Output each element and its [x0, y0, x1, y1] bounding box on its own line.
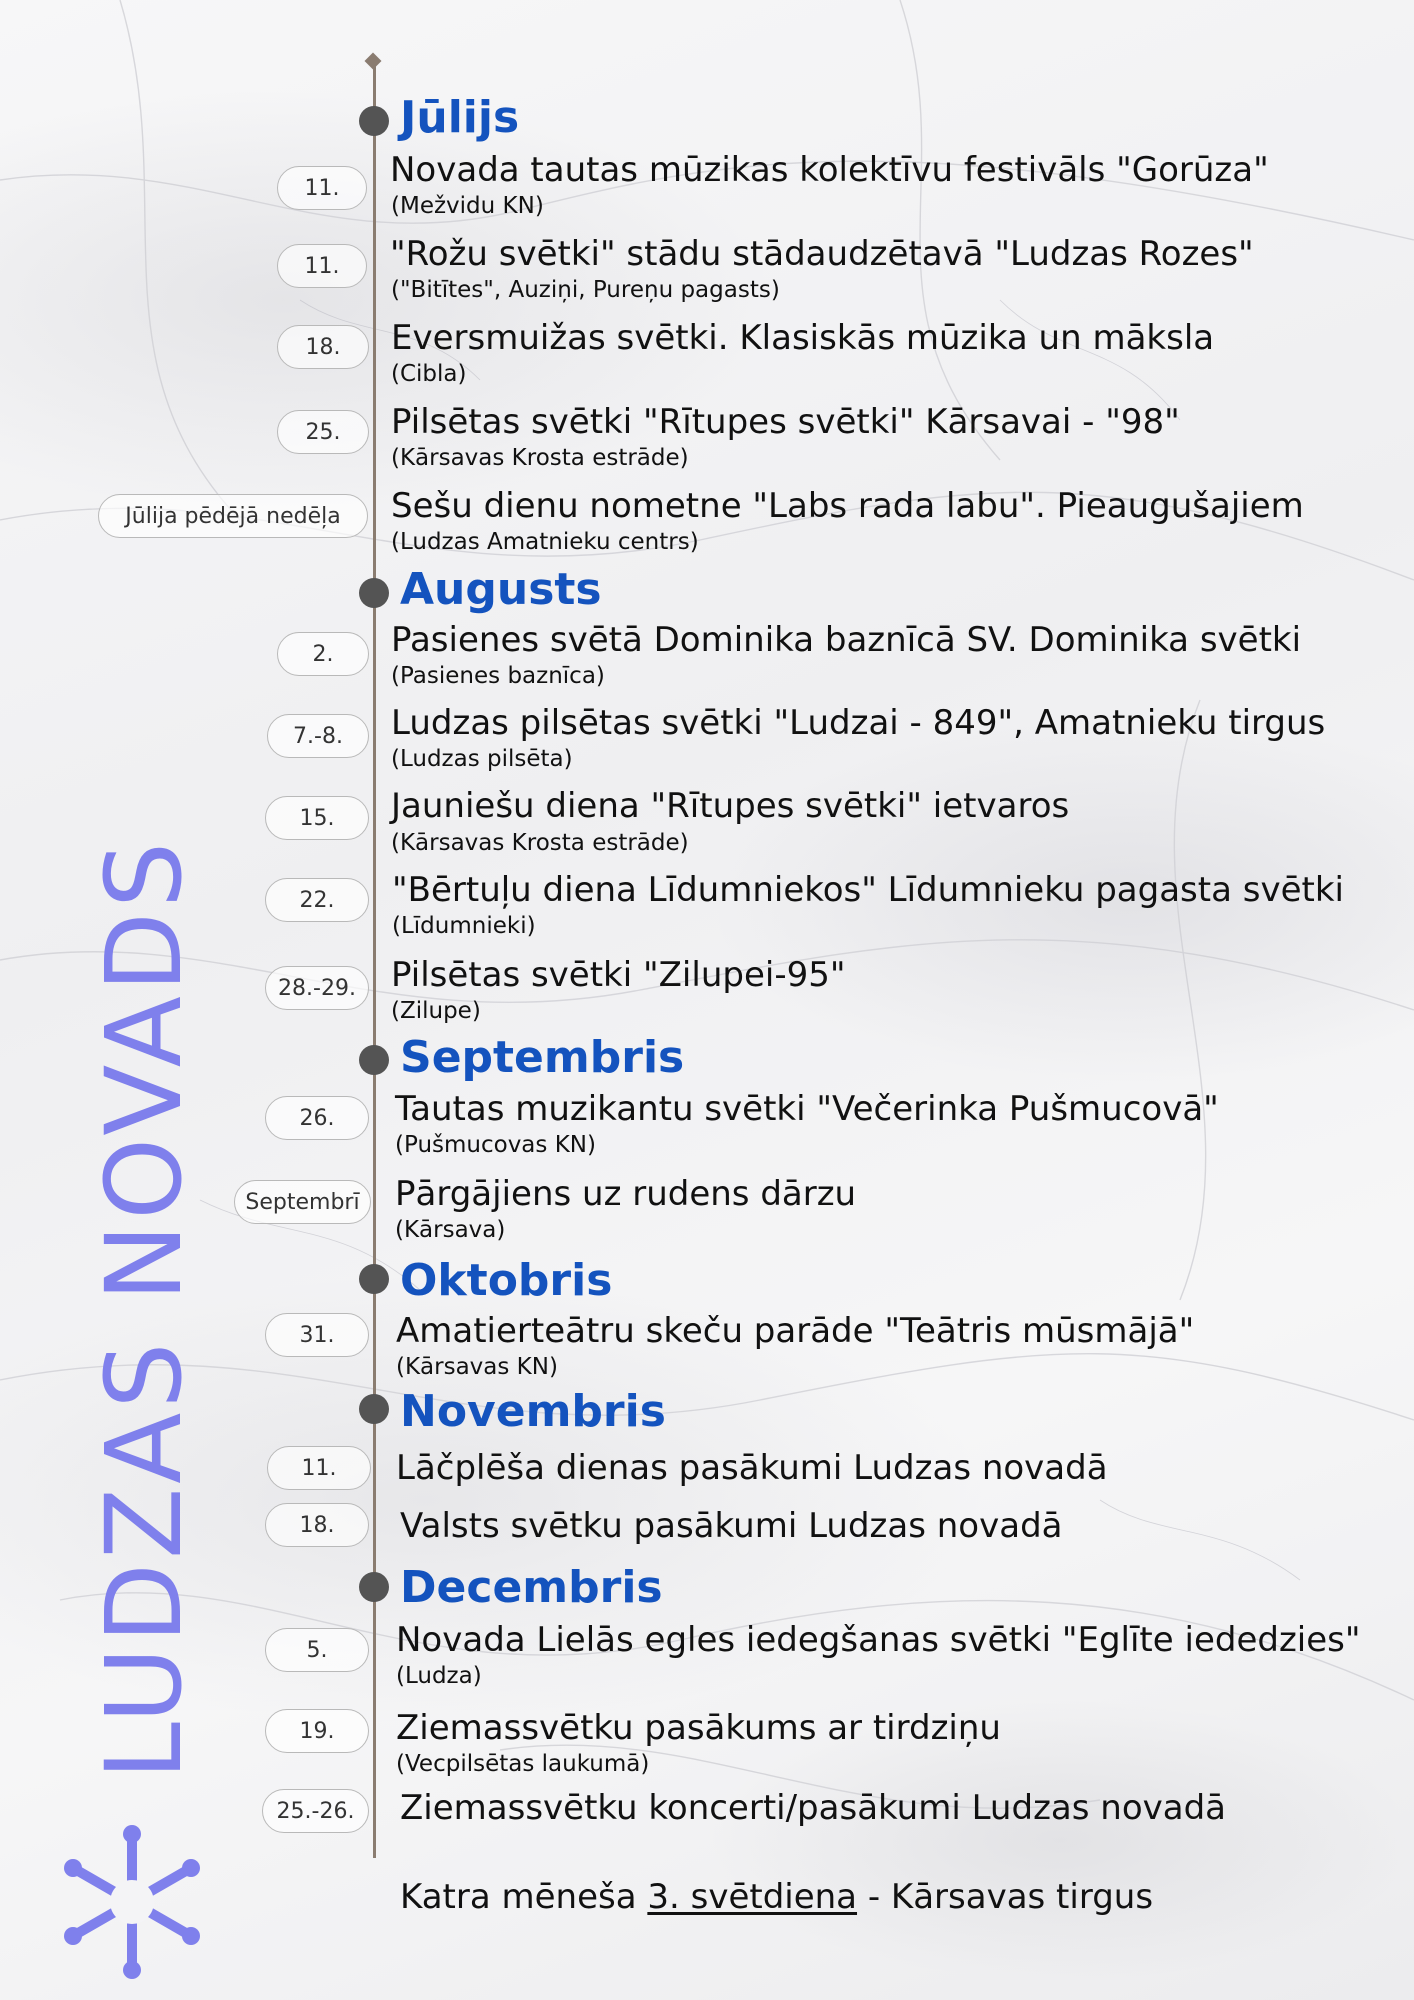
timeline-dot — [359, 106, 389, 136]
event-date: 5. — [265, 1628, 369, 1672]
event-place: (Ludzas Amatnieku centrs) — [391, 529, 699, 555]
event-place: (Ludza) — [396, 1663, 482, 1689]
month-heading-july: Jūlijs — [400, 92, 520, 143]
timeline-dot — [359, 578, 389, 608]
event-title: Pasienes svētā Dominika baznīcā SV. Dominika svētki — [391, 620, 1302, 660]
footer-suffix: - Kārsavas tirgus — [867, 1877, 1154, 1917]
event-date: 2. — [277, 632, 369, 676]
event-date: 11. — [267, 1446, 371, 1490]
event-date: 11. — [277, 244, 367, 288]
event-date: 22. — [265, 878, 369, 922]
event-place: (Vecpilsētas laukumā) — [396, 1751, 650, 1777]
side-title: LUDZAS NOVADS — [83, 838, 205, 1780]
timeline-dot — [359, 1264, 389, 1294]
event-place: (Pasienes baznīca) — [391, 663, 605, 689]
month-heading-august: Augusts — [400, 564, 602, 615]
month-heading-november: Novembris — [400, 1386, 666, 1437]
event-date: 7.-8. — [267, 714, 369, 758]
month-heading-december: Decembris — [400, 1562, 663, 1613]
event-title: Ziemassvētku koncerti/pasākumi Ludzas novadā — [400, 1788, 1226, 1828]
timeline-dot — [359, 1572, 389, 1602]
event-place: (Zilupe) — [391, 998, 481, 1024]
event-title: Jauniešu diena "Rītupes svētki" ietvaros — [391, 786, 1070, 826]
event-place: (Cibla) — [391, 361, 467, 387]
event-date: 15. — [265, 796, 369, 840]
event-date: 28.-29. — [265, 966, 369, 1010]
event-title: Amatierteātru skeču parāde "Teātris mūsmājā" — [396, 1311, 1195, 1351]
event-title: Pārgājiens uz rudens dārzu — [395, 1174, 857, 1214]
event-title: Novada tautas mūzikas kolektīvu festivāls "Gorūza" — [390, 150, 1269, 190]
event-title: "Bērtuļu diena Līdumniekos" Līdumnieku pagasta svētki — [392, 870, 1344, 910]
event-place: (Ludzas pilsēta) — [391, 746, 573, 772]
event-place: (Pušmucovas KN) — [395, 1132, 596, 1158]
footer-note — [400, 1876, 1153, 1918]
footer-underlined: 3. svētdiena — [647, 1877, 858, 1917]
event-place: (Līdumnieki) — [392, 913, 536, 939]
event-title: Ziemassvētku pasākums ar tirdziņu — [396, 1708, 1001, 1748]
event-place: (Mežvidu KN) — [391, 193, 544, 219]
event-date: 11. — [277, 166, 367, 210]
event-title: Sešu dienu nometne "Labs rada labu". Pieaugušajiem — [391, 486, 1304, 526]
event-date: 18. — [277, 325, 369, 369]
event-place: (Kārsavas Krosta estrāde) — [391, 445, 689, 471]
timeline-dot — [359, 1045, 389, 1075]
event-place: (Kārsavas Krosta estrāde) — [391, 830, 689, 856]
event-date: 26. — [265, 1096, 369, 1140]
event-date: Jūlija pēdējā nedēļa — [98, 494, 368, 538]
event-title: Tautas muzikantu svētki "Večerinka Pušmucovā" — [395, 1089, 1219, 1129]
event-title: Pilsētas svētki "Zilupei-95" — [391, 955, 846, 995]
event-title: Ludzas pilsētas svētki "Ludzai - 849", Amatnieku tirgus — [391, 703, 1326, 743]
event-place: (Kārsava) — [395, 1217, 506, 1243]
event-title: Lāčplēša dienas pasākumi Ludzas novadā — [396, 1448, 1108, 1488]
event-place: (Kārsavas KN) — [396, 1354, 558, 1380]
timeline-dot — [359, 1394, 389, 1424]
event-title: "Rožu svētki" stādu stādaudzētavā "Ludzas Rozes" — [390, 234, 1254, 274]
event-date: 25. — [277, 410, 369, 454]
event-date: 19. — [265, 1709, 369, 1753]
event-date: 31. — [265, 1313, 369, 1357]
asterisk-icon — [52, 1822, 212, 1982]
event-title: Pilsētas svētki "Rītupes svētki" Kārsavai - "98" — [391, 402, 1180, 442]
event-date: 25.-26. — [262, 1789, 369, 1833]
event-title: Novada Lielās egles iedegšanas svētki "Eglīte iededzies" — [396, 1620, 1361, 1660]
event-title: Eversmuižas svētki. Klasiskās mūzika un māksla — [391, 318, 1215, 358]
event-title: Valsts svētku pasākumi Ludzas novadā — [400, 1506, 1063, 1546]
event-date: 18. — [265, 1503, 369, 1547]
month-heading-october: Oktobris — [400, 1255, 613, 1306]
event-place: ("Bitītes", Auziņi, Pureņu pagasts) — [391, 277, 780, 303]
footer-prefix: Katra mēneša — [400, 1877, 637, 1917]
event-date: Septembrī — [234, 1180, 371, 1224]
month-heading-september: Septembris — [400, 1032, 685, 1083]
